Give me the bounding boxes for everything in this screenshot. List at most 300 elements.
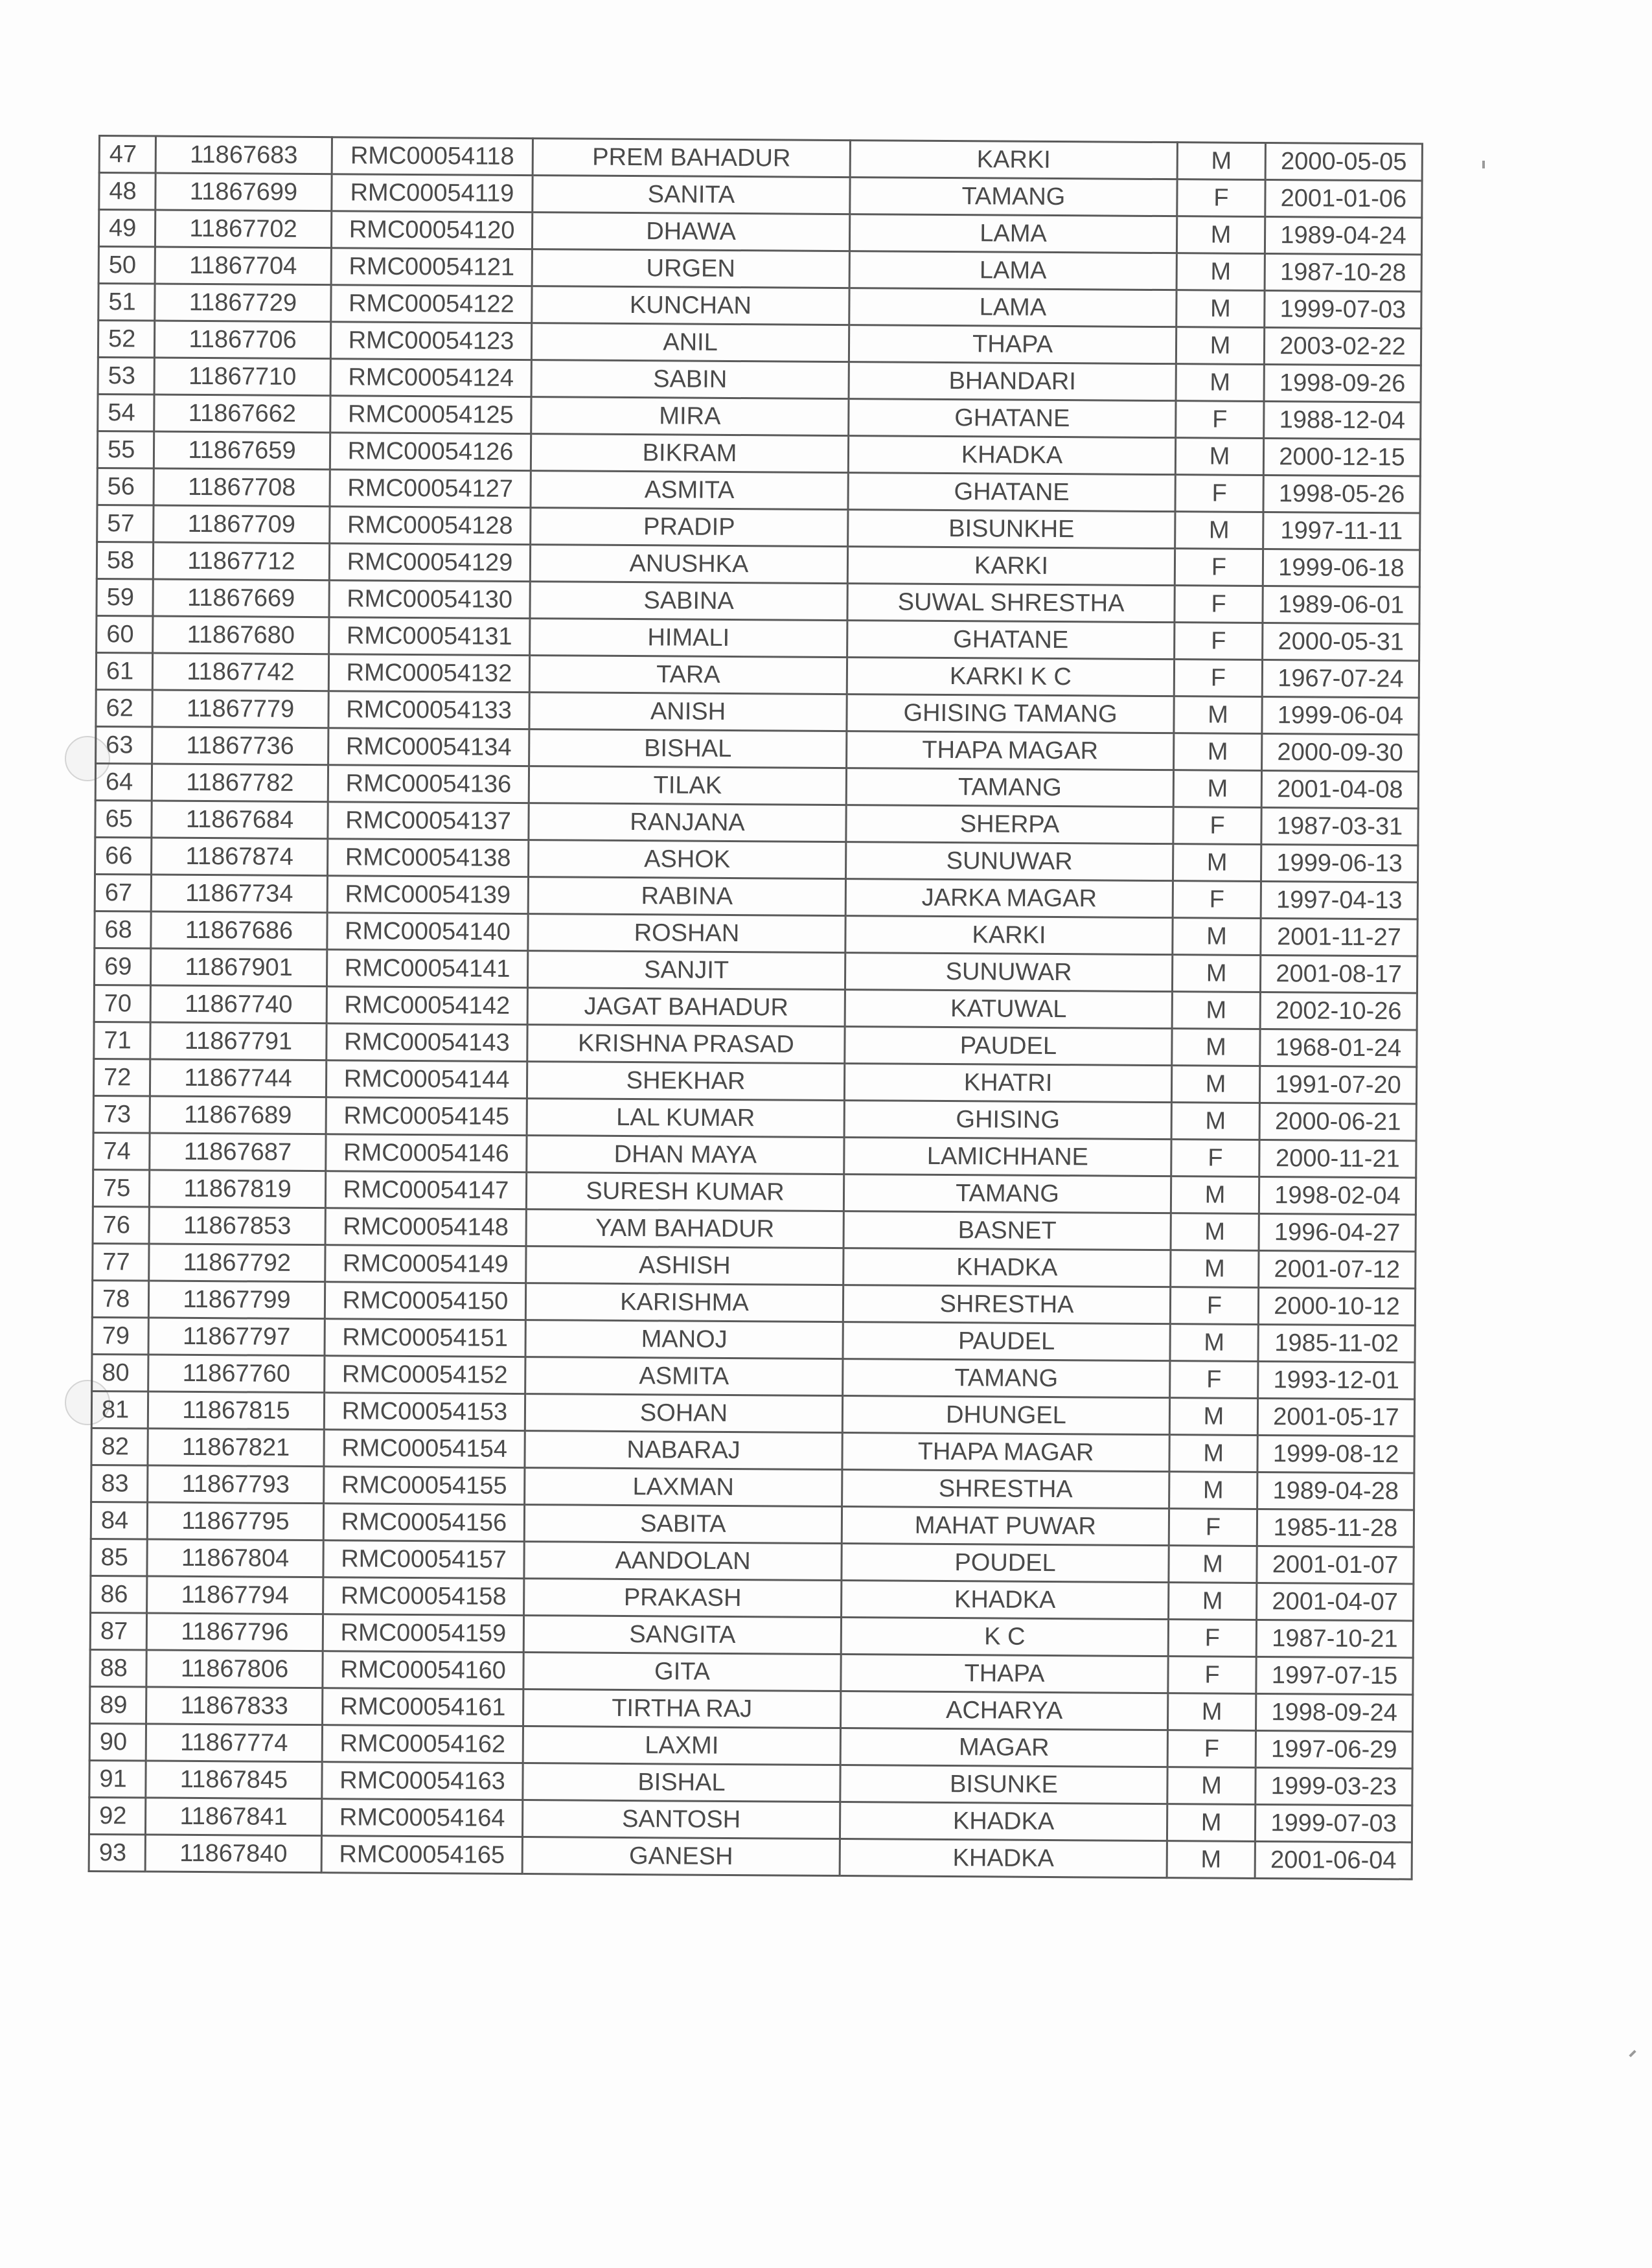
last-name-cell: SUNUWAR: [846, 842, 1173, 881]
registration-id-cell: 11867901: [150, 948, 327, 987]
first-name-cell: SABITA: [524, 1505, 842, 1544]
registration-id-cell: 11867821: [148, 1428, 324, 1467]
rmc-code-cell: RMC00054130: [329, 580, 530, 619]
rmc-code-cell: RMC00054124: [330, 359, 531, 397]
date-of-birth-cell: 1997-07-15: [1256, 1656, 1413, 1694]
last-name-cell: SHRESTHA: [842, 1470, 1169, 1509]
gender-cell: F: [1168, 1620, 1256, 1657]
registration-id-cell: 11867709: [154, 505, 330, 544]
last-name-cell: BHANDARI: [849, 362, 1176, 401]
gender-cell: M: [1167, 1693, 1256, 1731]
date-of-birth-cell: 2001-01-06: [1265, 180, 1422, 218]
rmc-code-cell: RMC00054132: [328, 654, 529, 693]
last-name-cell: BASNET: [843, 1211, 1171, 1250]
registration-id-cell: 11867794: [147, 1576, 323, 1614]
rmc-code-cell: RMC00054125: [330, 396, 531, 434]
rmc-code-cell: RMC00054120: [331, 211, 532, 249]
date-of-birth-cell: 2000-05-05: [1265, 143, 1422, 181]
registration-id-cell: 11867774: [146, 1724, 322, 1762]
registration-id-cell: 11867853: [149, 1207, 325, 1245]
serial-number-cell: 90: [89, 1723, 146, 1761]
first-name-cell: DHAWA: [532, 212, 849, 251]
date-of-birth-cell: 2000-05-31: [1263, 623, 1419, 660]
serial-number-cell: 77: [93, 1243, 149, 1281]
registration-id-cell: 11867782: [152, 764, 328, 802]
first-name-cell: LAXMAN: [525, 1468, 842, 1507]
candidate-register-table: [88, 135, 1423, 1880]
last-name-cell: KHADKA: [842, 1581, 1169, 1620]
registration-id-cell: 11867680: [153, 616, 329, 654]
rmc-code-cell: RMC00054136: [328, 765, 529, 803]
scan-speck: [1629, 2050, 1636, 2057]
registration-id-cell: 11867702: [155, 210, 331, 248]
first-name-cell: DHAN MAYA: [527, 1136, 844, 1174]
rmc-code-cell: RMC00054159: [323, 1614, 523, 1653]
registration-id-cell: 11867659: [154, 431, 330, 470]
registration-id-cell: 11867845: [146, 1761, 322, 1799]
date-of-birth-cell: 2003-02-22: [1264, 327, 1421, 365]
gender-cell: M: [1167, 1804, 1255, 1842]
serial-number-cell: 48: [99, 173, 155, 211]
registration-id-cell: 11867706: [154, 321, 330, 359]
first-name-cell: TILAK: [529, 766, 846, 805]
date-of-birth-cell: 1993-12-01: [1258, 1361, 1415, 1399]
last-name-cell: MAGAR: [840, 1728, 1167, 1767]
last-name-cell: MAHAT PUWAR: [842, 1507, 1169, 1546]
rmc-code-cell: RMC00054158: [323, 1577, 524, 1616]
first-name-cell: GANESH: [522, 1837, 840, 1876]
gender-cell: M: [1171, 1103, 1259, 1140]
registration-id-cell: 11867792: [149, 1244, 325, 1282]
serial-number-cell: 92: [89, 1797, 145, 1835]
first-name-cell: ANISH: [529, 693, 847, 731]
serial-number-cell: 59: [97, 578, 153, 616]
rmc-code-cell: RMC00054142: [327, 987, 527, 1025]
serial-number-cell: 52: [98, 321, 154, 358]
serial-number-cell: 79: [92, 1317, 148, 1355]
first-name-cell: BISHAL: [529, 729, 847, 768]
rmc-code-cell: RMC00054156: [323, 1504, 524, 1542]
serial-number-cell: 53: [98, 358, 154, 395]
serial-number-cell: 50: [98, 247, 155, 284]
gender-cell: M: [1176, 216, 1265, 254]
gender-cell: M: [1170, 1324, 1258, 1362]
rmc-code-cell: RMC00054153: [324, 1393, 525, 1431]
gender-cell: M: [1171, 1176, 1259, 1214]
date-of-birth-cell: 2001-11-27: [1261, 918, 1417, 956]
registration-id-cell: 11867791: [150, 1022, 327, 1060]
gender-cell: F: [1171, 1140, 1259, 1177]
gender-cell: F: [1176, 401, 1264, 439]
gender-cell: M: [1171, 1213, 1259, 1251]
gender-cell: M: [1176, 253, 1265, 291]
first-name-cell: MANOJ: [525, 1320, 843, 1359]
date-of-birth-cell: 1985-11-02: [1258, 1324, 1415, 1362]
gender-cell: M: [1171, 1250, 1259, 1288]
gender-cell: M: [1172, 955, 1260, 992]
date-of-birth-cell: 1998-09-24: [1256, 1693, 1412, 1731]
first-name-cell: ASHOK: [529, 840, 846, 879]
rmc-code-cell: RMC00054134: [328, 728, 529, 766]
rmc-code-cell: RMC00054118: [332, 137, 533, 176]
registration-id-cell: 11867740: [150, 985, 327, 1024]
date-of-birth-cell: 1998-02-04: [1259, 1176, 1416, 1214]
gender-cell: F: [1175, 475, 1263, 512]
gender-cell: M: [1171, 1066, 1259, 1103]
registration-id-cell: 11867799: [148, 1281, 325, 1319]
last-name-cell: K C: [841, 1618, 1168, 1656]
register-body: [89, 136, 1422, 1879]
date-of-birth-cell: 2000-06-21: [1259, 1103, 1416, 1140]
registration-id-cell: 11867796: [146, 1613, 323, 1651]
serial-number-cell: 63: [96, 726, 152, 764]
registration-id-cell: 11867710: [154, 358, 330, 396]
gender-cell: M: [1177, 143, 1265, 180]
registration-id-cell: 11867744: [150, 1059, 326, 1097]
date-of-birth-cell: 1989-04-24: [1265, 217, 1421, 255]
registration-id-cell: 11867841: [145, 1798, 321, 1836]
first-name-cell: YAM BAHADUR: [526, 1209, 843, 1248]
date-of-birth-cell: 2001-06-04: [1255, 1841, 1412, 1879]
serial-number-cell: 80: [92, 1354, 148, 1392]
rmc-code-cell: RMC00054119: [332, 174, 533, 212]
gender-cell: F: [1170, 1287, 1258, 1325]
last-name-cell: SUWAL SHRESTHA: [847, 584, 1175, 623]
gender-cell: F: [1169, 1509, 1257, 1546]
rmc-code-cell: RMC00054147: [325, 1171, 526, 1209]
rmc-code-cell: RMC00054131: [329, 617, 530, 656]
last-name-cell: KARKI: [845, 916, 1173, 955]
first-name-cell: ANUSHKA: [530, 545, 847, 584]
serial-number-cell: 62: [96, 689, 152, 727]
gender-cell: M: [1175, 438, 1263, 475]
serial-number-cell: 73: [93, 1095, 150, 1133]
first-name-cell: URGEN: [532, 249, 849, 288]
registration-id-cell: 11867699: [155, 173, 332, 211]
gender-cell: M: [1173, 770, 1261, 808]
last-name-cell: BISUNKHE: [848, 510, 1175, 549]
last-name-cell: THAPA MAGAR: [847, 731, 1174, 770]
scan-speck: [1482, 161, 1485, 168]
date-of-birth-cell: 1997-11-11: [1263, 512, 1420, 549]
serial-number-cell: 60: [97, 615, 153, 653]
rmc-code-cell: RMC00054129: [329, 544, 530, 582]
serial-number-cell: 57: [97, 505, 154, 542]
date-of-birth-cell: 1999-07-03: [1265, 291, 1421, 328]
serial-number-cell: 70: [94, 985, 150, 1022]
last-name-cell: POUDEL: [842, 1544, 1169, 1583]
gender-cell: M: [1176, 327, 1264, 365]
date-of-birth-cell: 1968-01-24: [1260, 1029, 1417, 1066]
last-name-cell: TAMANG: [850, 178, 1177, 216]
last-name-cell: GHATANE: [848, 473, 1175, 512]
last-name-cell: THAPA: [849, 325, 1176, 364]
rmc-code-cell: RMC00054123: [330, 322, 531, 360]
date-of-birth-cell: 1991-07-20: [1259, 1066, 1416, 1103]
date-of-birth-cell: 2000-12-15: [1263, 438, 1420, 475]
serial-number-cell: 93: [89, 1834, 145, 1872]
gender-cell: F: [1168, 1656, 1256, 1694]
gender-cell: M: [1173, 918, 1261, 956]
first-name-cell: SANGITA: [523, 1616, 841, 1655]
serial-number-cell: 83: [91, 1465, 148, 1502]
registration-id-cell: 11867704: [155, 247, 331, 285]
gender-cell: F: [1175, 549, 1263, 586]
date-of-birth-cell: 1988-12-04: [1264, 401, 1421, 439]
gender-cell: M: [1174, 696, 1262, 734]
last-name-cell: LAMA: [849, 288, 1176, 327]
registration-id-cell: 11867840: [145, 1835, 321, 1873]
last-name-cell: GHATANE: [847, 621, 1175, 659]
date-of-birth-cell: 2001-04-07: [1257, 1583, 1414, 1620]
serial-number-cell: 56: [97, 468, 154, 505]
last-name-cell: GHATANE: [849, 399, 1176, 438]
rmc-code-cell: RMC00054152: [325, 1356, 525, 1394]
first-name-cell: ASMITA: [525, 1357, 843, 1396]
rmc-code-cell: RMC00054151: [325, 1319, 525, 1357]
rmc-code-cell: RMC00054144: [326, 1060, 527, 1099]
date-of-birth-cell: 1987-10-28: [1265, 254, 1421, 292]
date-of-birth-cell: 1998-05-26: [1263, 475, 1420, 512]
last-name-cell: PAUDEL: [845, 1027, 1172, 1066]
rmc-code-cell: RMC00054128: [330, 507, 531, 545]
rmc-code-cell: RMC00054139: [327, 876, 528, 914]
rmc-code-cell: RMC00054146: [326, 1134, 527, 1173]
gender-cell: M: [1167, 1767, 1256, 1805]
last-name-cell: KATUWAL: [845, 990, 1172, 1029]
first-name-cell: LAXMI: [523, 1726, 840, 1765]
rmc-code-cell: RMC00054157: [323, 1541, 524, 1579]
first-name-cell: ASMITA: [531, 471, 848, 510]
first-name-cell: PRAKASH: [524, 1579, 842, 1618]
rmc-code-cell: RMC00054154: [324, 1430, 525, 1468]
date-of-birth-cell: 2000-09-30: [1262, 733, 1419, 771]
rmc-code-cell: RMC00054141: [327, 950, 527, 988]
date-of-birth-cell: 2001-07-12: [1259, 1250, 1416, 1288]
first-name-cell: BISHAL: [523, 1763, 840, 1802]
last-name-cell: GHISING TAMANG: [847, 694, 1174, 733]
gender-cell: M: [1172, 1029, 1260, 1066]
serial-number-cell: 91: [89, 1760, 146, 1798]
gender-cell: F: [1167, 1730, 1256, 1768]
date-of-birth-cell: 2001-05-17: [1257, 1398, 1414, 1436]
serial-number-cell: 65: [95, 800, 152, 838]
registration-id-cell: 11867819: [149, 1170, 325, 1208]
first-name-cell: SURESH KUMAR: [526, 1173, 843, 1211]
last-name-cell: SUNUWAR: [845, 953, 1172, 992]
first-name-cell: NABARAJ: [525, 1431, 842, 1470]
last-name-cell: THAPA: [841, 1655, 1168, 1693]
registration-id-cell: 11867742: [152, 653, 328, 691]
first-name-cell: SABINA: [530, 582, 847, 621]
registration-id-cell: 11867686: [151, 911, 327, 950]
gender-cell: M: [1169, 1435, 1257, 1472]
registration-id-cell: 11867684: [152, 801, 328, 839]
last-name-cell: KHADKA: [843, 1248, 1171, 1287]
first-name-cell: SANTOSH: [522, 1800, 840, 1839]
serial-number-cell: 55: [97, 431, 154, 469]
last-name-cell: ACHARYA: [840, 1691, 1167, 1730]
last-name-cell: TAMANG: [843, 1359, 1170, 1398]
serial-number-cell: 82: [91, 1428, 148, 1465]
first-name-cell: AANDOLAN: [524, 1542, 842, 1581]
serial-number-cell: 69: [94, 948, 150, 985]
rmc-code-cell: RMC00054143: [327, 1024, 527, 1062]
first-name-cell: BIKRAM: [531, 434, 848, 473]
serial-number-cell: 49: [98, 210, 155, 247]
date-of-birth-cell: 1967-07-24: [1262, 659, 1419, 697]
registration-id-cell: 11867734: [151, 875, 327, 913]
last-name-cell: BISUNKE: [840, 1765, 1167, 1804]
last-name-cell: KARKI: [847, 547, 1175, 586]
gender-cell: M: [1169, 1546, 1257, 1583]
registration-id-cell: 11867804: [147, 1539, 323, 1577]
registration-id-cell: 11867833: [146, 1687, 323, 1725]
first-name-cell: RANJANA: [529, 803, 846, 842]
serial-number-cell: 61: [96, 652, 152, 690]
serial-number-cell: 76: [93, 1206, 149, 1244]
date-of-birth-cell: 2001-08-17: [1260, 955, 1417, 992]
first-name-cell: ANIL: [531, 323, 849, 362]
rmc-code-cell: RMC00054160: [323, 1651, 523, 1690]
gender-cell: F: [1174, 659, 1262, 697]
gender-cell: M: [1176, 290, 1265, 328]
gender-cell: F: [1177, 179, 1265, 217]
serial-number-cell: 67: [95, 874, 151, 911]
last-name-cell: LAMICHHANE: [844, 1138, 1171, 1176]
gender-cell: M: [1169, 1398, 1257, 1436]
serial-number-cell: 66: [95, 837, 152, 875]
first-name-cell: KARISHMA: [525, 1283, 843, 1322]
serial-number-cell: 72: [93, 1059, 150, 1096]
serial-number-cell: 86: [91, 1575, 147, 1613]
serial-number-cell: 84: [91, 1502, 147, 1539]
serial-number-cell: 64: [95, 763, 152, 801]
date-of-birth-cell: 1999-07-03: [1255, 1804, 1412, 1842]
serial-number-cell: 71: [94, 1022, 150, 1059]
rmc-code-cell: RMC00054122: [331, 285, 532, 323]
rmc-code-cell: RMC00054145: [326, 1097, 527, 1136]
first-name-cell: PRADIP: [531, 508, 848, 547]
date-of-birth-cell: 1999-06-04: [1262, 696, 1419, 734]
registration-id-cell: 11867760: [148, 1355, 325, 1393]
last-name-cell: KHADKA: [848, 436, 1175, 475]
serial-number-cell: 88: [90, 1649, 146, 1687]
first-name-cell: SANJIT: [527, 951, 845, 990]
date-of-birth-cell: 2001-04-08: [1261, 770, 1418, 808]
last-name-cell: LAMA: [849, 214, 1176, 253]
date-of-birth-cell: 1997-04-13: [1261, 881, 1417, 919]
last-name-cell: KARKI K C: [847, 658, 1174, 696]
first-name-cell: LAL KUMAR: [527, 1099, 844, 1138]
last-name-cell: KARKI: [850, 141, 1177, 179]
first-name-cell: SHEKHAR: [527, 1062, 844, 1101]
rmc-code-cell: RMC00054155: [324, 1467, 525, 1505]
gender-cell: M: [1173, 844, 1261, 882]
registration-id-cell: 11867793: [148, 1465, 324, 1504]
gender-cell: F: [1175, 586, 1263, 623]
first-name-cell: TIRTHA RAJ: [523, 1690, 841, 1728]
registration-id-cell: 11867779: [152, 690, 328, 728]
serial-number-cell: 78: [92, 1280, 148, 1318]
registration-id-cell: 11867687: [150, 1133, 326, 1171]
date-of-birth-cell: 2001-01-07: [1257, 1546, 1414, 1583]
first-name-cell: SANITA: [533, 176, 850, 214]
last-name-cell: THAPA MAGAR: [842, 1433, 1169, 1472]
registration-id-cell: 11867797: [148, 1318, 325, 1356]
first-name-cell: TARA: [529, 656, 847, 694]
registration-id-cell: 11867736: [152, 727, 328, 765]
gender-cell: F: [1175, 623, 1263, 660]
rmc-code-cell: RMC00054148: [325, 1208, 526, 1246]
rmc-code-cell: RMC00054140: [327, 913, 528, 951]
last-name-cell: GHISING: [844, 1101, 1171, 1140]
date-of-birth-cell: 1987-03-31: [1261, 807, 1418, 845]
gender-cell: M: [1176, 364, 1264, 402]
rmc-code-cell: RMC00054137: [328, 802, 529, 840]
registration-id-cell: 11867662: [154, 395, 330, 433]
last-name-cell: SHRESTHA: [843, 1285, 1170, 1324]
rmc-code-cell: RMC00054149: [325, 1245, 526, 1283]
first-name-cell: KRISHNA PRASAD: [527, 1025, 845, 1064]
first-name-cell: ASHISH: [526, 1246, 843, 1285]
date-of-birth-cell: 1989-04-28: [1257, 1472, 1414, 1509]
registration-id-cell: 11867729: [155, 284, 331, 322]
first-name-cell: ROSHAN: [528, 914, 845, 953]
date-of-birth-cell: 1996-04-27: [1259, 1213, 1416, 1251]
date-of-birth-cell: 2000-10-12: [1258, 1287, 1415, 1325]
serial-number-cell: 54: [98, 395, 154, 432]
last-name-cell: PAUDEL: [843, 1322, 1170, 1361]
first-name-cell: MIRA: [531, 397, 849, 436]
serial-number-cell: 81: [91, 1391, 148, 1428]
date-of-birth-cell: 1999-06-13: [1261, 844, 1417, 882]
serial-number-cell: 87: [90, 1612, 146, 1650]
date-of-birth-cell: 1985-11-28: [1257, 1509, 1414, 1546]
date-of-birth-cell: 1999-08-12: [1257, 1435, 1414, 1472]
last-name-cell: DHUNGEL: [842, 1396, 1169, 1435]
gender-cell: F: [1173, 807, 1261, 845]
rmc-code-cell: RMC00054121: [331, 248, 532, 286]
serial-number-cell: 47: [99, 136, 155, 174]
rmc-code-cell: RMC00054127: [330, 470, 531, 508]
first-name-cell: KUNCHAN: [532, 286, 849, 325]
rmc-code-cell: RMC00054164: [321, 1799, 522, 1837]
serial-number-cell: 75: [93, 1169, 149, 1207]
first-name-cell: SABIN: [531, 360, 849, 399]
rmc-code-cell: RMC00054162: [322, 1725, 523, 1763]
gender-cell: M: [1175, 512, 1263, 549]
rmc-code-cell: RMC00054150: [325, 1282, 525, 1320]
registration-id-cell: 11867683: [155, 136, 332, 174]
rmc-code-cell: RMC00054163: [322, 1762, 523, 1800]
rmc-code-cell: RMC00054161: [323, 1688, 523, 1726]
register-table-wrapper: [88, 135, 1421, 1880]
gender-cell: M: [1169, 1583, 1257, 1620]
last-name-cell: TAMANG: [846, 768, 1173, 807]
serial-number-cell: 85: [91, 1539, 147, 1576]
last-name-cell: JARKA MAGAR: [845, 879, 1173, 918]
rmc-code-cell: RMC00054138: [328, 839, 529, 877]
registration-id-cell: 11867708: [154, 468, 330, 507]
rmc-code-cell: RMC00054133: [328, 691, 529, 729]
first-name-cell: HIMALI: [530, 619, 847, 658]
registration-id-cell: 11867806: [146, 1650, 323, 1688]
date-of-birth-cell: 1999-06-18: [1263, 549, 1419, 586]
date-of-birth-cell: 1987-10-21: [1256, 1620, 1413, 1657]
date-of-birth-cell: 1989-06-01: [1263, 586, 1419, 623]
serial-number-cell: 89: [90, 1686, 146, 1724]
